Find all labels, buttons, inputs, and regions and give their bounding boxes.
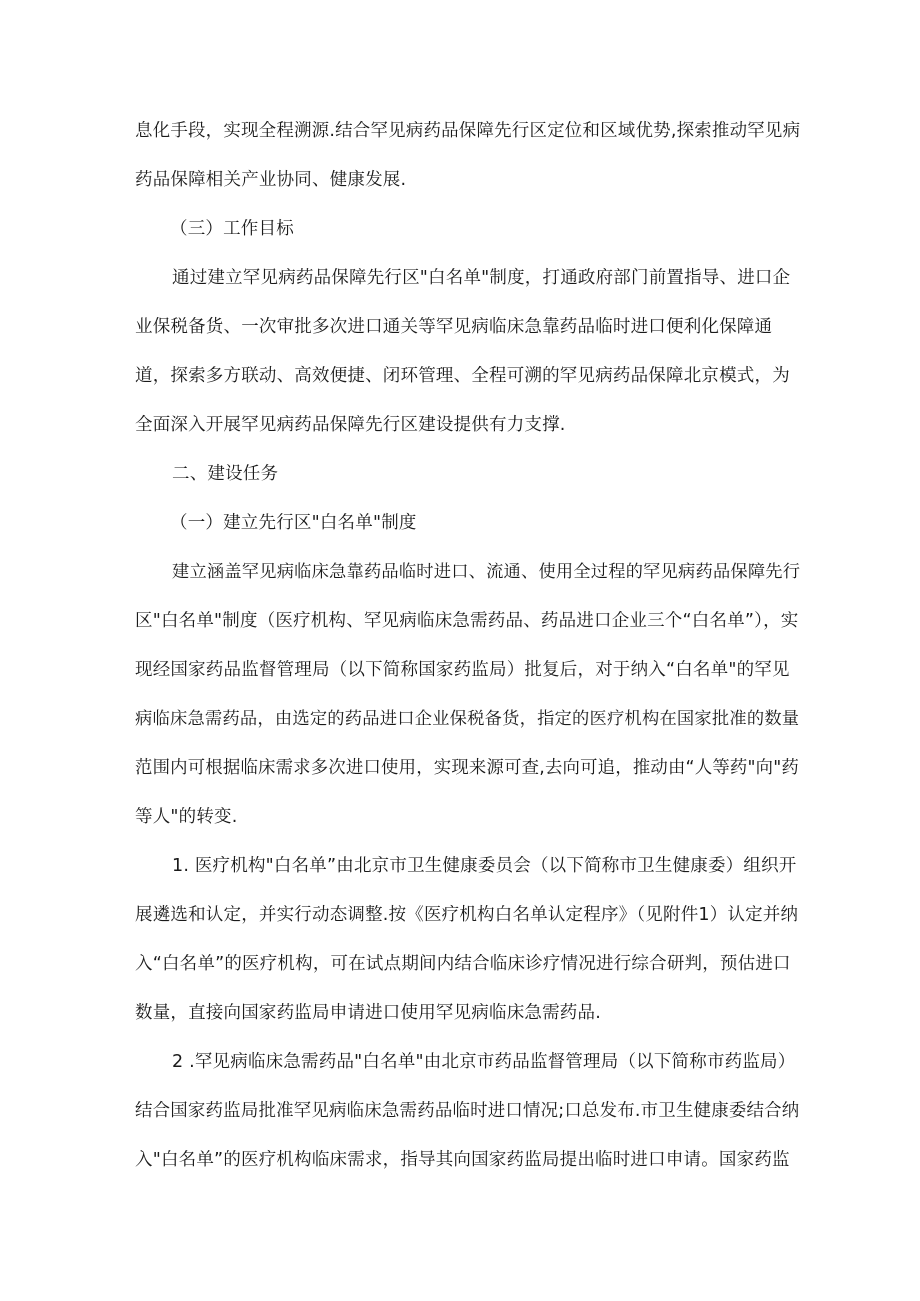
body-text-line: 病临床急需药品，由选定的药品进口企业保税备货，指定的医疗机构在国家批准的数量 [135, 709, 800, 729]
section-heading: （三）工作目标 [170, 219, 294, 239]
body-text-line: 展遴选和认定，并实行动态调整.按《医疗机构白名单认定程序》（见附件1）认定并纳 [135, 905, 799, 925]
body-text-line: 通过建立罕见病药品保障先行区"白名单"制度，打通政府部门前置指导、进口企 [172, 268, 791, 288]
body-text-line: 入“白名单”的医疗机构，可在试点期间内结合临床诊疗情况进行综合研判，预估进口 [135, 954, 791, 974]
body-text-line: 建立涵盖罕见病临床急靠药品临时进口、流通、使用全过程的罕见病药品保障先行 [172, 562, 801, 582]
body-text-line: 结合国家药监局批准罕见病临床急需药品临时进口情况;口总发布.市卫生健康委结合纳 [135, 1101, 800, 1121]
body-text-line: 2 .罕见病临床急需药品"白名单"由北京市药品监督管理局（以下简称市药监局） [172, 1052, 796, 1072]
section-heading: 二、建设任务 [172, 464, 279, 484]
body-text-line: 全面深入开展罕见病药品保障先行区建设提供有力支撑. [135, 415, 566, 435]
body-text-line: 入"白名单”的医疗机构临床需求，指导其向国家药监局提出临时进口申请。国家药监 [135, 1150, 790, 1170]
body-text-line: 息化手段，实现全程溯源.结合罕见病药品保障先行区定位和区域优势,探索推动罕见病 [135, 121, 801, 141]
body-text-line: 1. 医疗机构"白名单”由北京市卫生健康委员会（以下简称市卫生健康委）组织开 [172, 856, 797, 876]
body-text-line: 业保税备货、一次审批多次进口通关等罕见病临床急靠药品临时进口便利化保障通 [135, 317, 773, 337]
body-text-line: 现经国家药品监督管理局（以下简称国家药监局）批复后，对于纳入“白名单"的罕见 [135, 660, 790, 680]
body-text-line: 区"白名单"制度（医疗机构、罕见病临床急需药品、药品进口企业三个“白名单”），实 [135, 611, 799, 631]
body-text-line: 道，探索多方联动、高效便捷、闭环管理、全程可溯的罕见病药品保障北京模式，为 [135, 366, 790, 386]
body-text-line: 药品保障相关产业协同、健康发展. [135, 170, 407, 190]
body-text-line: 范围内可根据临床需求多次进口使用，实现来源可查,去向可追，推动由“人等药"向"药 [135, 758, 800, 778]
section-heading: （一）建立先行区"白名单"制度 [170, 513, 417, 533]
body-text-line: 数量，直接向国家药监局申请进口使用罕见病临床急需药品. [135, 1003, 601, 1023]
body-text-line: 等人"的转变. [135, 807, 238, 827]
